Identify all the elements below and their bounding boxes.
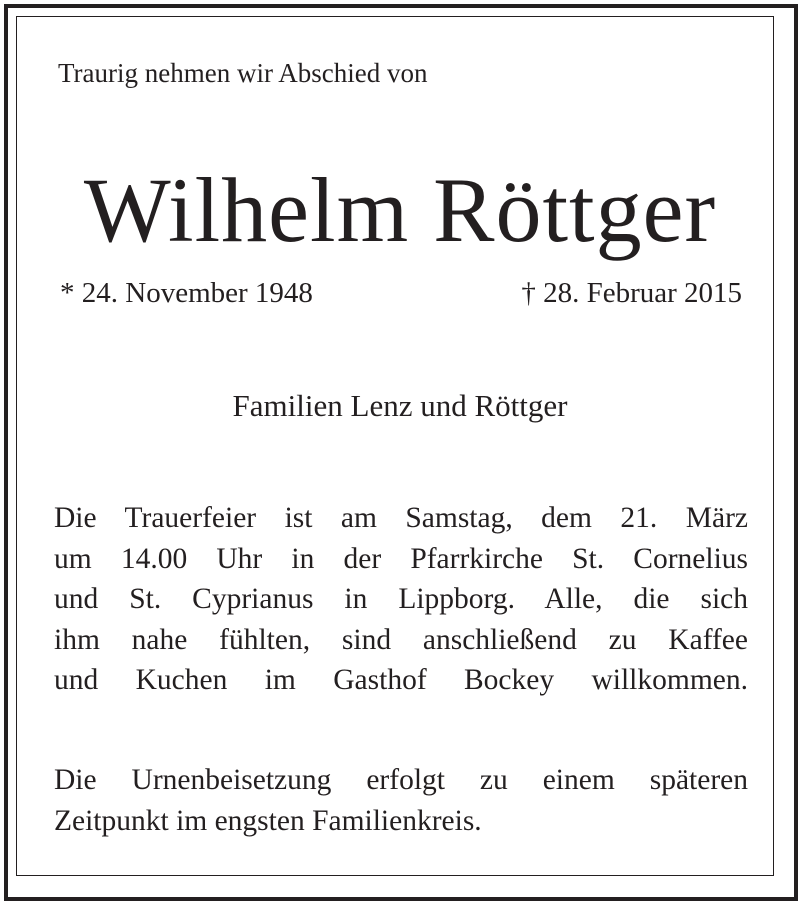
intro-text: Traurig nehmen wir Abschied von [58, 58, 428, 88]
service-paragraph [54, 498, 748, 701]
service-line: und St. Cyprianus in Lippborg. Alle, die sich [54, 583, 748, 615]
inner-border [16, 16, 774, 876]
burial-line: Die Urnenbeisetzung erfolgt zu einem späteren [54, 764, 748, 796]
service-line: und Kuchen im Gasthof Bockey willkommen. [54, 664, 748, 696]
death-date: † 28. Februar 2015 [521, 277, 742, 309]
service-line: ihm nahe fühlten, sind anschließend zu Kaffee [54, 623, 748, 656]
burial-line: Zeitpunkt im engsten Familienkreis. [54, 804, 482, 837]
service-line: Die Trauerfeier ist am Samstag, dem 21. März [54, 502, 748, 534]
service-line: um 14.00 Uhr in der Pfarrkirche St. Cornelius [54, 542, 748, 575]
birth-date: * 24. November 1948 [60, 277, 313, 309]
deceased-name: Wilhelm Röttger [83, 159, 717, 261]
family-signature: Familien Lenz und Röttger [232, 388, 568, 423]
burial-paragraph [54, 760, 748, 841]
